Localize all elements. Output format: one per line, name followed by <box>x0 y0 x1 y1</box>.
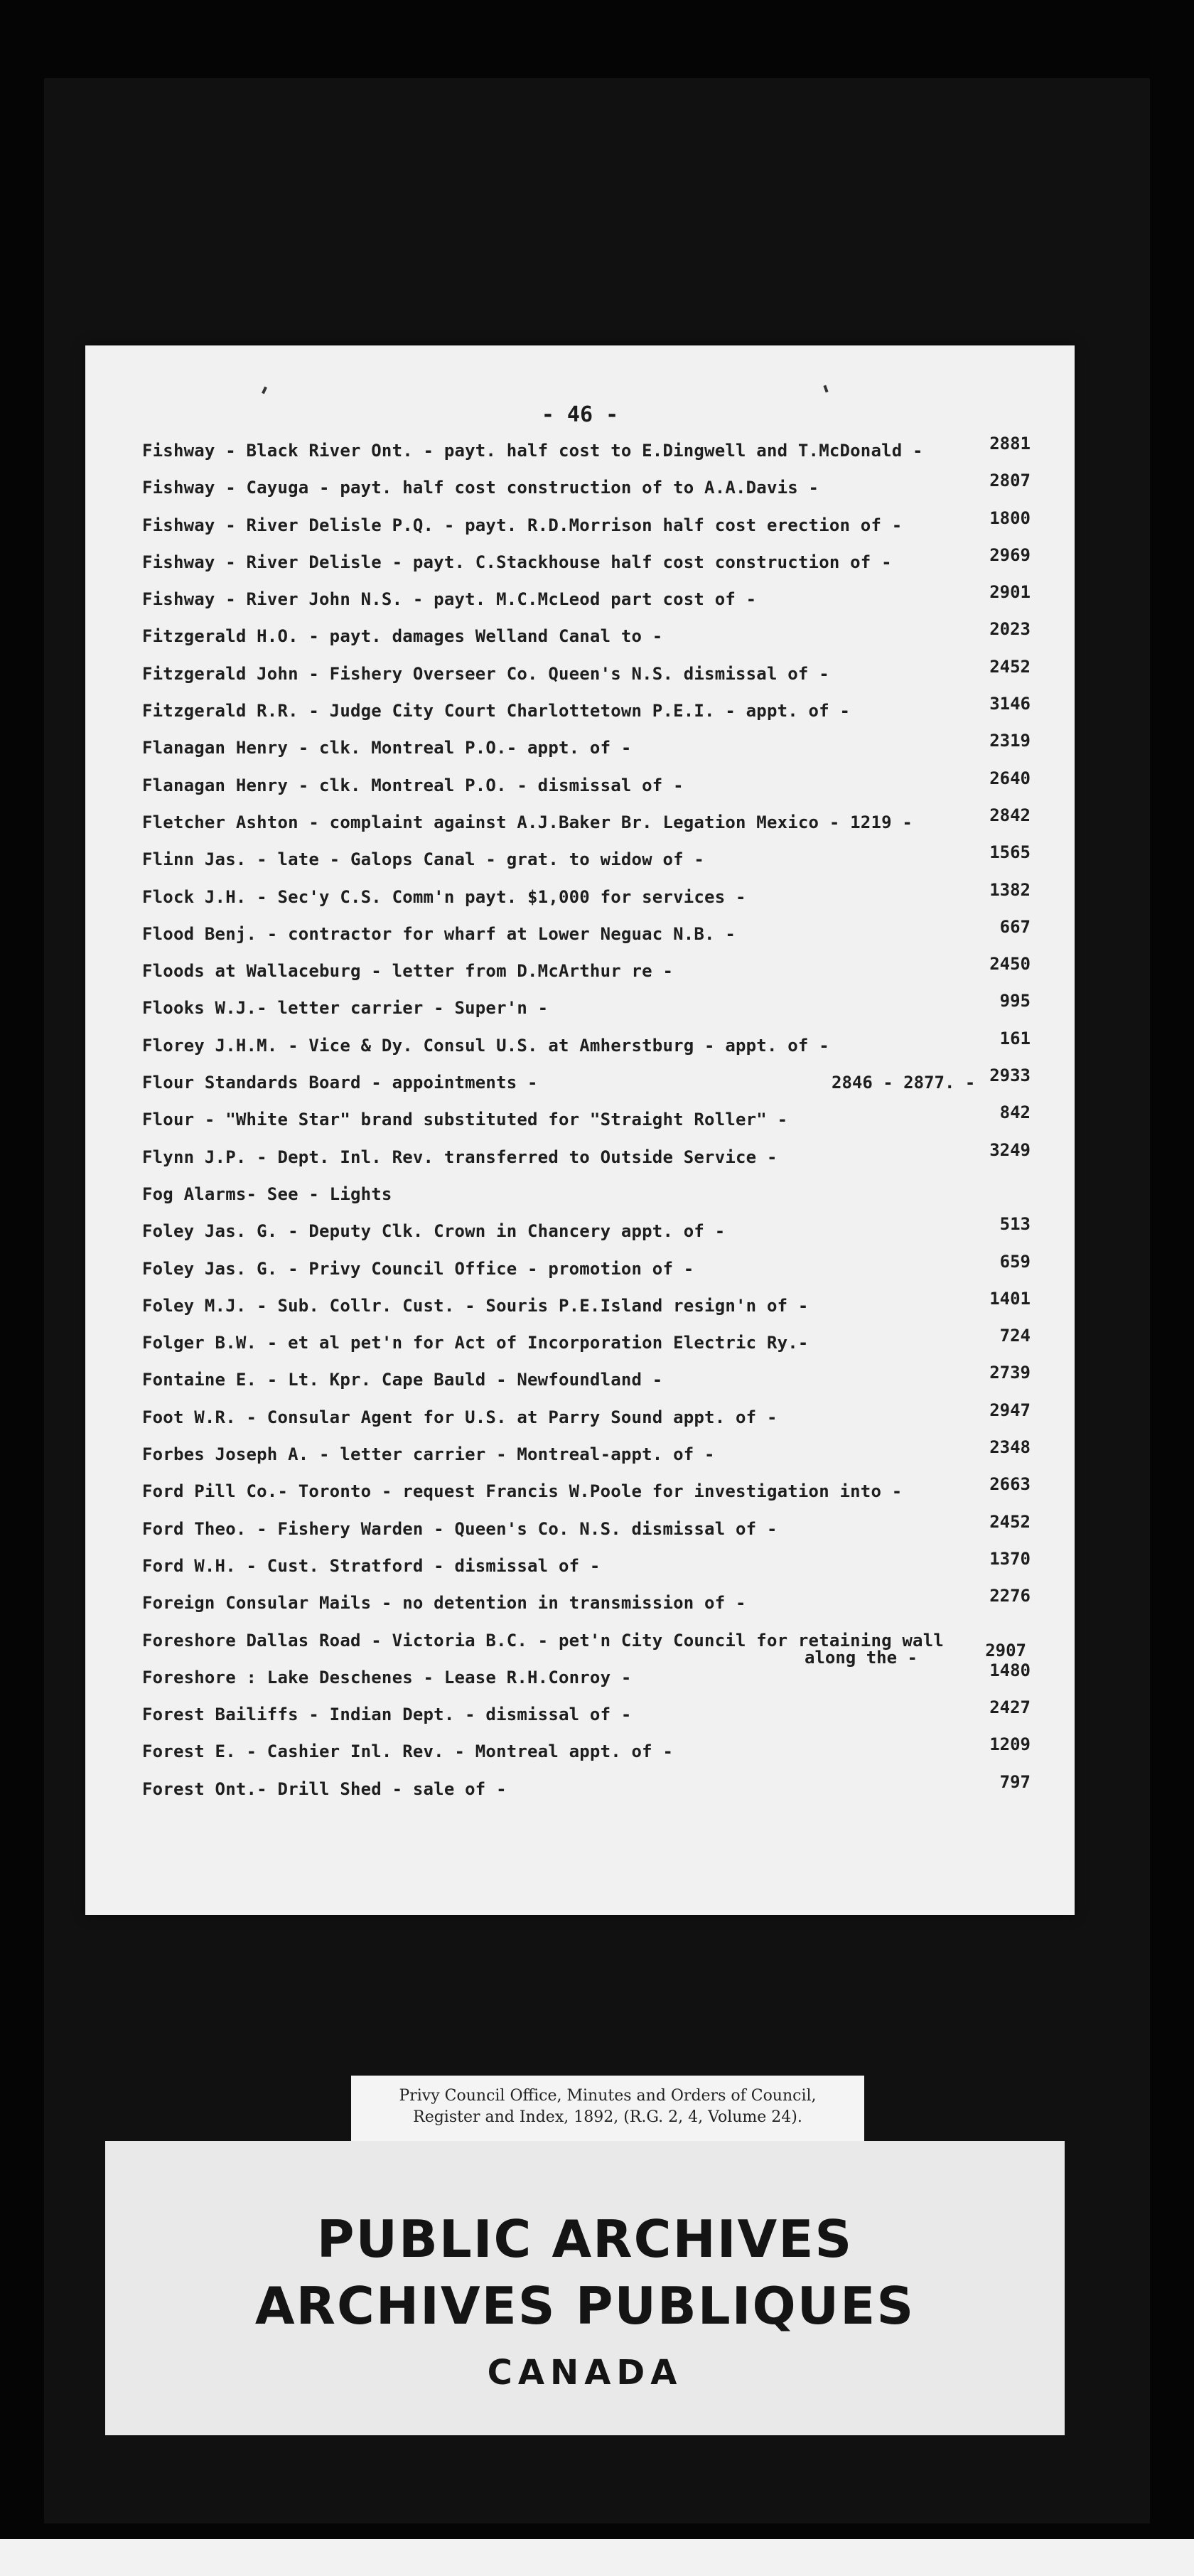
index-entry <box>142 431 1031 468</box>
entry-continuation: along the - <box>805 1647 918 1668</box>
entry-text: Fog Alarms- See - Lights <box>142 1184 392 1204</box>
index-entry <box>142 654 1031 691</box>
entry-text: Forest Ont.- Drill Shed - sale of - <box>142 1778 507 1799</box>
entry-reference-number: 1800 <box>989 508 1031 528</box>
entry-reference-number: 2450 <box>989 954 1031 975</box>
index-entry <box>142 468 1031 505</box>
entry-reference-number: 2901 <box>989 582 1031 603</box>
index-entry <box>142 1174 1031 1211</box>
index-entry <box>142 1509 1031 1546</box>
entry-text: Flanagan Henry - clk. Montreal P.O. - dismissal of - <box>142 775 684 795</box>
entry-text: Flock J.H. - Sec'y C.S. Comm'n payt. $1,000 for services - <box>142 886 746 907</box>
index-entry <box>142 877 1031 914</box>
entry-reference-number: 2348 <box>989 1437 1031 1458</box>
entry-reference-number: 1401 <box>989 1288 1031 1309</box>
index-entry <box>142 1546 1031 1583</box>
index-entry <box>142 505 1031 542</box>
entry-reference-number: 797 <box>999 1771 1031 1792</box>
index-entry <box>142 1769 1031 1806</box>
caption-line-2: Register and Index, 1892, (R.G. 2, 4, Volume 24). <box>413 2108 802 2126</box>
entry-text: Fletcher Ashton - complaint against A.J.Baker Br. Legation Mexico - 1219 - <box>142 812 913 832</box>
entry-reference-number: 2663 <box>989 1474 1031 1495</box>
entry-reference-number: 2319 <box>989 731 1031 751</box>
entry-reference-number: 1209 <box>989 1734 1031 1755</box>
entry-text: Folger B.W. - et al pet'n for Act of Incorporation Electric Ry.- <box>142 1333 809 1353</box>
entry-reference-number: 2023 <box>989 619 1031 640</box>
index-entry <box>142 1397 1031 1434</box>
index-entry <box>142 691 1031 728</box>
index-entry <box>142 766 1031 803</box>
entry-reference-number: 2452 <box>989 656 1031 677</box>
entry-text: Foley Jas. G. - Privy Council Office - promotion of - <box>142 1258 694 1279</box>
index-entry <box>142 1583 1031 1620</box>
page-number: - 46 - <box>541 402 619 427</box>
entry-text: Foreign Consular Mails - no detention in transmission of - <box>142 1593 746 1614</box>
entry-reference-number: 1480 <box>989 1660 1031 1680</box>
entry-text: Fishway - River John N.S. - payt. M.C.McLeod part cost of - <box>142 589 757 610</box>
entry-reference-number: 995 <box>999 991 1031 1011</box>
entry-text: Foot W.R. - Consular Agent for U.S. at Parry Sound appt. of - <box>142 1407 778 1427</box>
entry-reference-number: 1370 <box>989 1548 1031 1569</box>
entry-text: Forbes Joseph A. - letter carrier - Montreal-appt. of - <box>142 1444 715 1465</box>
entry-reference-number: 1382 <box>989 879 1031 900</box>
entry-reference-number: 2907 <box>985 1640 1026 1660</box>
entry-reference-number: 3249 <box>989 1139 1031 1160</box>
entry-text: Fishway - River Delisle P.Q. - payt. R.D.Morrison half cost erection of - <box>142 515 903 535</box>
index-entry <box>142 1658 1031 1695</box>
index-entry <box>142 1063 1031 1100</box>
index-entry <box>142 1621 1031 1668</box>
entry-text: Foreshore : Lake Deschenes - Lease R.H.Conroy - <box>142 1667 632 1687</box>
entry-text: Fishway - Cayuga - payt. half cost construction of to A.A.Davis - <box>142 478 819 498</box>
entry-reference-number: 724 <box>999 1326 1031 1346</box>
entry-text: Foley Jas. G. - Deputy Clk. Crown in Chancery appt. of - <box>142 1221 726 1242</box>
entry-text: Flynn J.P. - Dept. Inl. Rev. transferred to Outside Service - <box>142 1147 778 1167</box>
index-entry <box>142 1323 1031 1360</box>
entry-reference-number: 2947 <box>989 1400 1031 1420</box>
entry-reference-number: 2276 <box>989 1586 1031 1606</box>
entry-reference-number: 2452 <box>989 1511 1031 1532</box>
entry-reference-number: 2881 <box>989 434 1031 454</box>
entry-reference-number: 667 <box>999 916 1031 937</box>
entry-text: Flinn Jas. - late - Galops Canal - grat. to widow of - <box>142 849 705 870</box>
entry-text: Fishway - River Delisle - payt. C.Stackhouse half cost construction of - <box>142 552 892 572</box>
entry-reference-number: 513 <box>999 1214 1031 1235</box>
index-entry <box>142 1137 1031 1174</box>
archives-stamp <box>105 2141 1065 2435</box>
stamp-line-2: ARCHIVES PUBLIQUES <box>254 2276 915 2336</box>
index-entry <box>142 1471 1031 1508</box>
entry-text: Flour Standards Board - appointments - <box>142 1073 538 1093</box>
entry-text: Forest E. - Cashier Inl. Rev. - Montreal appt. of - <box>142 1742 674 1762</box>
index-entry <box>142 1286 1031 1323</box>
index-entry <box>142 728 1031 765</box>
entry-extra-refs: 2846 - 2877. - <box>832 1073 976 1093</box>
index-entry <box>142 951 1031 988</box>
entry-text: Ford Theo. - Fishery Warden - Queen's Co. N.S. dismissal of - <box>142 1518 778 1539</box>
document-page <box>85 345 1075 1915</box>
entry-text: Fitzgerald R.R. - Judge City Court Charlottetown P.E.I. - appt. of - <box>142 701 851 721</box>
index-entry <box>142 616 1031 653</box>
index-entry <box>142 1211 1031 1248</box>
index-entry <box>142 988 1031 1025</box>
ink-mark <box>823 385 828 393</box>
index-entry <box>142 839 1031 876</box>
index-entry <box>142 1732 1031 1769</box>
entry-text: Flood Benj. - contractor for wharf at Lower Neguac N.B. - <box>142 923 736 944</box>
entry-text: Foley M.J. - Sub. Collr. Cust. - Souris P.E.Island resign'n of - <box>142 1295 809 1316</box>
index-entry <box>142 1100 1031 1137</box>
entry-reference-number: 3146 <box>989 694 1031 714</box>
entry-reference-number: 842 <box>999 1102 1031 1123</box>
entry-text: Fontaine E. - Lt. Kpr. Cape Bauld - Newfoundland - <box>142 1370 663 1390</box>
index-entry <box>142 1026 1031 1063</box>
entry-text: Forest Bailiffs - Indian Dept. - dismissal of - <box>142 1705 632 1725</box>
stamp-line-3: CANADA <box>487 2353 683 2393</box>
index-entry <box>142 914 1031 951</box>
entry-text: Foreshore Dallas Road - Victoria B.C. - pet'n City Council for retaining wall <box>142 1630 944 1651</box>
entry-text: Fitzgerald H.O. - payt. damages Welland Canal to - <box>142 626 663 647</box>
entry-reference-number: 2807 <box>989 471 1031 491</box>
index-entry <box>142 1360 1031 1397</box>
entry-text: Florey J.H.M. - Vice & Dy. Consul U.S. at Amherstburg - appt. of - <box>142 1035 829 1056</box>
entry-text: Ford W.H. - Cust. Stratford - dismissal of - <box>142 1555 601 1576</box>
entry-reference-number: 2842 <box>989 805 1031 825</box>
entry-reference-number: 161 <box>999 1028 1031 1048</box>
entry-text: Fishway - Black River Ont. - payt. half cost to E.Dingwell and T.McDonald - <box>142 441 923 461</box>
entry-reference-number: 2739 <box>989 1363 1031 1383</box>
entry-reference-number: 2969 <box>989 544 1031 565</box>
entry-text: Flanagan Henry - clk. Montreal P.O.- appt. of - <box>142 738 632 758</box>
index-entry <box>142 1249 1031 1286</box>
caption-line-1: Privy Council Office, Minutes and Orders of Council, <box>399 2087 817 2105</box>
entry-reference-number: 2427 <box>989 1697 1031 1718</box>
entry-reference-number: 2933 <box>989 1066 1031 1086</box>
entry-text: Floods at Wallaceburg - letter from D.McArthur re - <box>142 961 674 982</box>
entry-text: Flooks W.J.- letter carrier - Super'n - <box>142 998 549 1019</box>
index-entry <box>142 803 1031 839</box>
index-entry <box>142 542 1031 579</box>
stamp-line-1: PUBLIC ARCHIVES <box>316 2209 854 2269</box>
index-entry <box>142 579 1031 616</box>
entry-text: Fitzgerald John - Fishery Overseer Co. Queen's N.S. dismissal of - <box>142 663 829 684</box>
entry-reference-number: 2640 <box>989 768 1031 788</box>
index-entry <box>142 1695 1031 1732</box>
entry-reference-number: 1565 <box>989 842 1031 863</box>
index-entries <box>142 431 1031 1806</box>
index-entry <box>142 1434 1031 1471</box>
ink-mark <box>262 387 267 395</box>
entry-text: Ford Pill Co.- Toronto - request Francis W.Poole for investigation into - <box>142 1481 903 1502</box>
entry-text: Flour - "White Star" brand substituted for "Straight Roller" - <box>142 1110 788 1130</box>
caption-label <box>351 2076 864 2141</box>
entry-reference-number: 659 <box>999 1251 1031 1272</box>
